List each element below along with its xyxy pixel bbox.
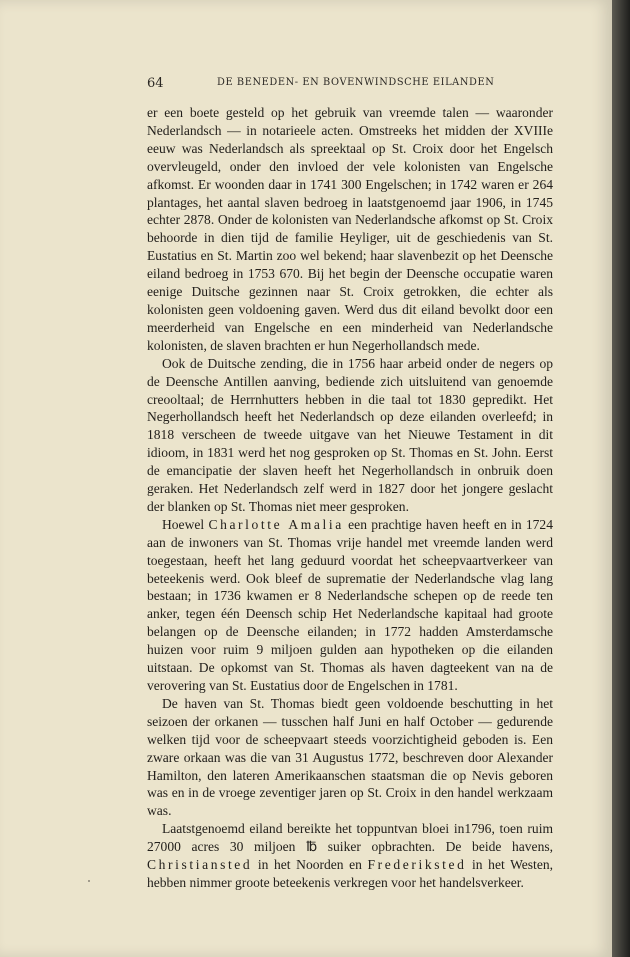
running-title: DE BENEDEN- EN BOVENWINDSCHE EILANDEN [217,77,495,88]
page-number: 64 [147,76,164,91]
paragraph-5-end: in het Westen, hebben nimmer groote beteekenis verkregen voor het handelsverkeer. [147,857,553,890]
book-gutter [612,0,630,957]
paragraph-5 [147,820,553,892]
paragraph-1: er een boete gesteld op het gebruik van vreemde talen — waaronder Nederlandsch — in notarieele acten. Omstreeks het midden der XVIIIe eeuw was Nederlandsch als spreektaal op St. Croix door het Engelsch overvleugeld, onder den invloed der vele kolonisten van Engelsche afkomst. Er woonden daar in 1741 300 Engelschen; in 1742 waren er 264 plantages, het aantal slaven bedroeg in laatstgenoemd jaar 1906, in 1745 echter 2878. Onder de kolonisten van Nederlandsche afkomst op St. Croix behoorde in dien tijd de familie Heyliger, uit de geschiedenis van St. Eustatius en St. Martin zoo wel bekend; haar slavenbezit op het Deensche eiland bedroeg in 1753 670. Bij het begin der Deensche occupatie waren eenige Duitsche gezinnen naar St. Croix getrokken, die echter als kolonisten geen voldoening gaven. Werd dus dit eiland bevolkt door een meerderheid van Engelsche en een minderheid van Nederlandsche kolonisten, de slaven brachten er hun Negerhollandsch mede. [147,105,553,353]
paragraph-3 [147,516,553,695]
spaced-name-frederiksted: Frederiksted [367,857,467,873]
pound-weight-symbol: ℔ [306,839,318,855]
page-header [147,76,553,92]
paragraph-4: De haven van St. Thomas biedt geen voldoende beschutting in het seizoen der orkanen — tusschen half Juni en half October — gedurende welken tijd voor de scheepvaart steeds voorzichtigheid geboden is. Een zware orkaan was die van 31 Augustus 1772, beschreven door Alexander Hamilton, den lateren Amerikaanschen staatsman die op Nevis geboren was en in de vroege zeventiger jaren op St. Croix in den handel werkzaam was. [147,695,553,819]
paragraph-3-rest: een prachtige haven heeft en in 1724 aan de inwoners van St. Thomas vrije handel met vreemde landen werd toegestaan, heeft het lang geduurd voordat het scheepvaartverkeer van beteekenis werd. Ook bleef de suprematie der Nederlandsche vlag lang bestaan; in 1736 kwamen er 8 Nederlandsche schepen op de reede ten anker, tegen één Deensch schip Het Nederlandsche kapitaal had groote belangen op de Deensche eilanden; in 1772 hadden Amsterdamsche huizen voor ruim 9 miljoen gulden aan hypotheken op die eilanden uitstaan. De opkomst van St. Thomas als haven dagteekent van na de verovering van St. Eustatius door de Engelschen in 1781. [147,516,553,693]
body-text [147,104,553,892]
paragraph-2: Ook de Duitsche zending, die in 1756 haar arbeid onder de negers op de Deensche Antillen aanving, bediende zich uitsluitend van genoemde creooltaal; de Herrnhutters hebben in die taal tot 1830 gepredikt. Het Negerhollandsch heeft het Nederlandsch op deze eilanden overleefd; in 1818 verscheen de tweede uitgave van het Nieuwe Testament in dit idioom, in 1831 werd het nog gesproken op St. Thomas en St. John. Eerst de emancipatie der slaven heeft het Negerhollandsch in onbruik doen geraken. Het Nederlandsch zelf werd in 1827 door het jongere geslacht der blanken op St. Thomas niet meer gesproken. [147,355,553,514]
paragraph-3-start: Hoewel [162,516,205,532]
spaced-name-charlotte-amalia: Charlotte Amalia [208,516,344,532]
spaced-name-christiansted: Christiansted [147,857,253,873]
paragraph-5-mid: suiker opbrachten. De beide havens, [327,839,553,855]
paragraph-5-start: Laatstgenoemd eiland bereikte het toppuntvan bloei in1796, toen ruim 27000 acres 30 miljoen [147,821,553,855]
paragraph-5-mid2: in het Noorden en [257,857,362,873]
paper-speck [88,880,90,882]
